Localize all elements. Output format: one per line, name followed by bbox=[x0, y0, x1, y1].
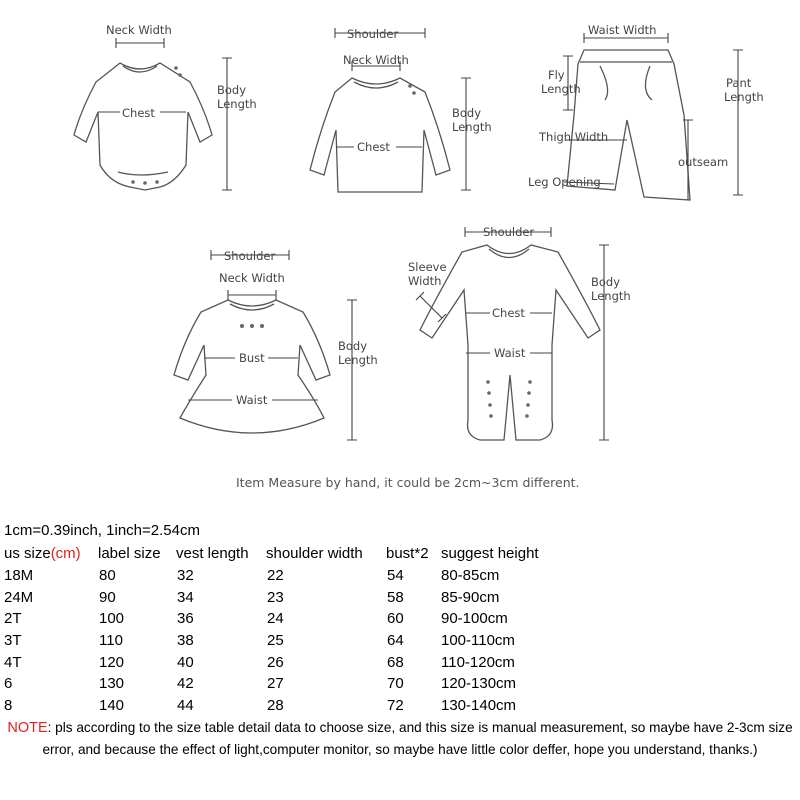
cell-bust: 60 bbox=[387, 610, 404, 628]
cell-vest-length: 44 bbox=[177, 697, 194, 715]
dress-waist-label: Waist bbox=[236, 393, 268, 407]
cell-us-size: 3T bbox=[4, 632, 22, 650]
romper-body-length-label: Body bbox=[591, 275, 621, 289]
romper-shoulder-label: Shoulder bbox=[483, 225, 535, 239]
cell-label-size: 80 bbox=[99, 567, 116, 585]
dress-body-length-label-2: Length bbox=[338, 353, 378, 367]
cell-vest-length: 40 bbox=[177, 653, 194, 671]
top-neck-width-label: Neck Width bbox=[343, 53, 409, 67]
cell-bust: 54 bbox=[387, 567, 404, 585]
top-shoulder-label: Shoulder bbox=[347, 27, 399, 41]
cell-suggest-height: 85-90cm bbox=[441, 588, 500, 606]
romper-chest-label: Chest bbox=[492, 306, 525, 320]
header-bust: bust*2 bbox=[386, 545, 429, 563]
pants-waist-width-label: Waist Width bbox=[588, 23, 657, 37]
cell-shoulder-width: 24 bbox=[267, 610, 284, 628]
cell-us-size: 4T bbox=[4, 653, 22, 671]
header-unit: (cm) bbox=[50, 545, 81, 563]
cell-bust: 64 bbox=[387, 632, 404, 650]
cell-bust: 58 bbox=[387, 588, 404, 606]
pants-leg-opening-label: Leg Opening bbox=[528, 175, 601, 189]
cell-suggest-height: 120-130cm bbox=[441, 675, 517, 693]
pants-fly-length-label-2: Length bbox=[541, 82, 581, 96]
table-row bbox=[4, 608, 561, 630]
cell-shoulder-width: 22 bbox=[267, 567, 284, 585]
top-body-length-label-2: Length bbox=[452, 120, 492, 134]
cell-shoulder-width: 27 bbox=[267, 675, 284, 693]
note-text: : pls according to the size table detail data to choose size, and this size is manual measurement, so maybe have 2-3cm size error, and because the effect of light,computer monitor, so maybe have little color deffer, hope you understand, thanks.) bbox=[42, 720, 793, 757]
bodysuit-chest-label: Chest bbox=[122, 106, 155, 120]
header-suggest-height: suggest height bbox=[441, 545, 539, 563]
header-vest-length: vest length bbox=[176, 545, 249, 563]
header-shoulder-width: shoulder width bbox=[266, 545, 363, 563]
dress-neck-width-label: Neck Width bbox=[219, 271, 285, 285]
table-row bbox=[4, 695, 561, 717]
cell-us-size: 24M bbox=[4, 588, 34, 606]
unit-conversion: 1cm=0.39inch, 1inch=2.54cm bbox=[4, 522, 200, 539]
cell-label-size: 120 bbox=[99, 653, 125, 671]
cell-shoulder-width: 25 bbox=[267, 632, 284, 650]
table-row bbox=[4, 651, 561, 673]
cell-suggest-height: 110-120cm bbox=[441, 653, 515, 671]
cell-label-size: 140 bbox=[99, 697, 125, 715]
cell-us-size: 8 bbox=[4, 697, 13, 715]
romper-figure bbox=[416, 227, 609, 440]
note-label: NOTE bbox=[7, 720, 48, 736]
cell-vest-length: 36 bbox=[177, 610, 194, 628]
bodysuit-body-length-label: Body bbox=[217, 83, 247, 97]
table-row bbox=[4, 586, 561, 608]
cell-vest-length: 34 bbox=[177, 588, 194, 606]
cell-suggest-height: 100-110cm bbox=[441, 632, 515, 650]
cell-suggest-height: 90-100cm bbox=[441, 610, 508, 628]
cell-vest-length: 32 bbox=[177, 567, 194, 585]
cell-vest-length: 42 bbox=[177, 675, 194, 693]
cell-us-size: 18M bbox=[4, 567, 34, 585]
cell-vest-length: 38 bbox=[177, 632, 194, 650]
cell-shoulder-width: 28 bbox=[267, 697, 284, 715]
dress-shoulder-label: Shoulder bbox=[224, 249, 276, 263]
cell-bust: 70 bbox=[387, 675, 404, 693]
romper-sleeve-width-label: Sleeve bbox=[408, 260, 447, 274]
romper-waist-label: Waist bbox=[494, 346, 526, 360]
pants-fly-length-label: Fly bbox=[548, 68, 565, 82]
cell-suggest-height: 80-85cm bbox=[441, 567, 500, 585]
bodysuit-neck-width-label: Neck Width bbox=[106, 23, 172, 37]
pants-outseam-label: outseam bbox=[678, 155, 729, 169]
pants-thigh-width-label: Thigh Width bbox=[539, 130, 609, 144]
cell-label-size: 90 bbox=[99, 588, 116, 606]
size-table-header bbox=[4, 543, 561, 565]
cell-bust: 72 bbox=[387, 697, 404, 715]
cell-shoulder-width: 26 bbox=[267, 653, 284, 671]
cell-label-size: 100 bbox=[99, 610, 125, 628]
table-row bbox=[4, 565, 561, 587]
measure-note: Item Measure by hand, it could be 2cm~3cm different. bbox=[236, 475, 580, 490]
table-row bbox=[4, 630, 561, 652]
size-note bbox=[0, 717, 800, 761]
header-us-size-text: us size bbox=[4, 545, 51, 563]
cell-bust: 68 bbox=[387, 653, 404, 671]
size-table bbox=[4, 543, 561, 717]
top-body-length-label: Body bbox=[452, 106, 482, 120]
header-us-size bbox=[4, 543, 98, 565]
top-chest-label: Chest bbox=[357, 140, 390, 154]
cell-suggest-height: 130-140cm bbox=[441, 697, 517, 715]
romper-body-length-label-2: Length bbox=[591, 289, 631, 303]
cell-label-size: 130 bbox=[99, 675, 125, 693]
cell-label-size: 110 bbox=[99, 632, 123, 650]
dress-body-length-label: Body bbox=[338, 339, 368, 353]
pants-pant-length-label-2: Length bbox=[724, 90, 764, 104]
table-row bbox=[4, 673, 561, 695]
romper-sleeve-width-label-2: Width bbox=[408, 274, 442, 288]
cell-us-size: 6 bbox=[4, 675, 13, 693]
header-label-size: label size bbox=[98, 545, 161, 563]
cell-us-size: 2T bbox=[4, 610, 22, 628]
dress-bust-label: Bust bbox=[239, 351, 265, 365]
cell-shoulder-width: 23 bbox=[267, 588, 284, 606]
pants-pant-length-label: Pant bbox=[726, 76, 752, 90]
bodysuit-body-length-label-2: Length bbox=[217, 97, 257, 111]
